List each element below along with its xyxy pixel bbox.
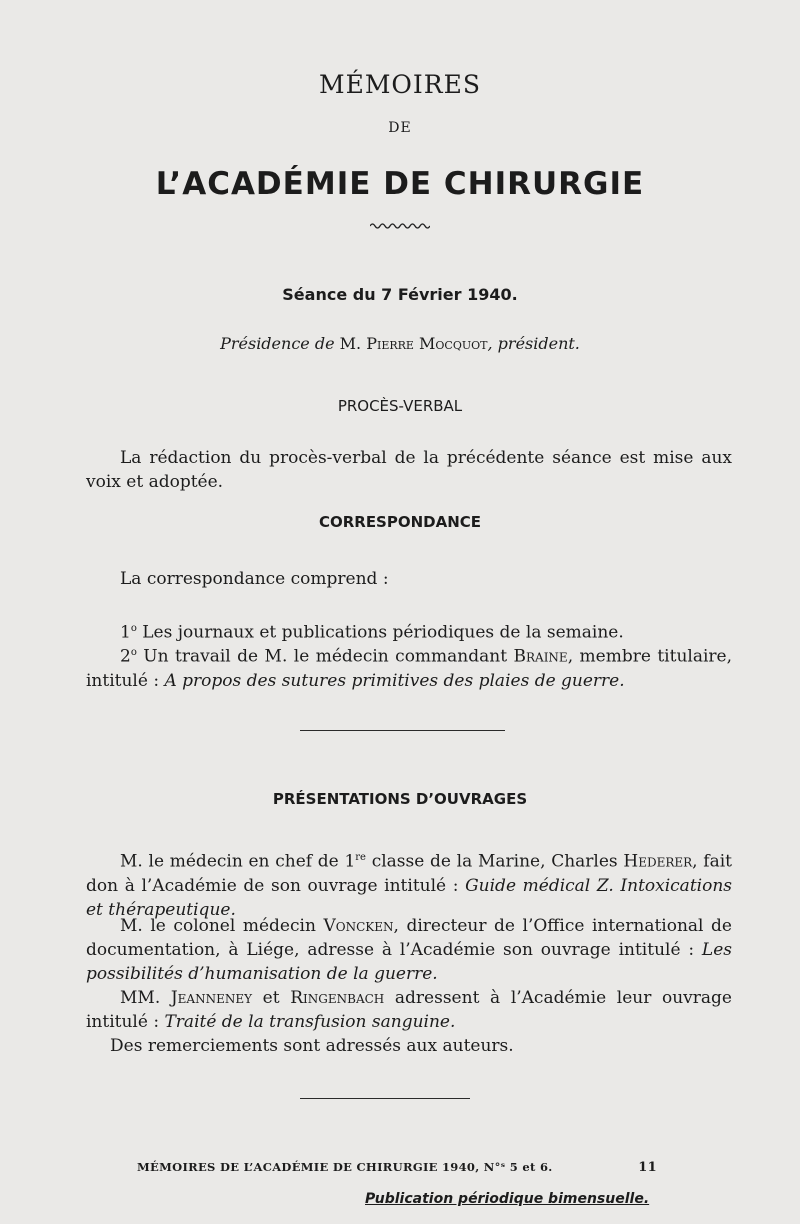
correspondance-item-2: 2$^o$ Un travail de M. le médecin commandant Braine, membre titulaire, intitulé : A propos des sutures primitives des plaies de guerre. bbox=[86, 646, 732, 691]
item2-title: A propos des sutures primitives des plaies de guerre. bbox=[164, 670, 625, 691]
correspondance-item-1: 1$^o$ Les journaux et publications périodiques de la semaine. bbox=[120, 622, 624, 643]
presidence-name: Pierre Mocquot bbox=[366, 334, 488, 353]
p2-name: Voncken bbox=[323, 916, 394, 936]
proces-verbal-text: La rédaction du procès-verbal de la précédente séance est mise aux voix et adoptée. bbox=[86, 448, 732, 492]
heading-presentations: PRÉSENTATIONS D’OUVRAGES bbox=[272, 790, 528, 808]
p3-name-2: Ringenbach bbox=[290, 988, 385, 1008]
p2-title: Les possibilités d’humanisation de la guerre. bbox=[86, 940, 732, 984]
footer-running-title: MÉMOIRES DE L’ACADÉMIE DE CHIRURGIE 1940, N°ˢ 5 et 6. bbox=[137, 1160, 553, 1174]
publication-note: Publication périodique bimensuelle. bbox=[365, 1191, 650, 1207]
p1-title: Guide médical Z. Intoxications et thérapeutique. bbox=[86, 875, 732, 920]
p3-text-b: adressent à l’Académie leur ouvrage intitulé : bbox=[86, 988, 732, 1032]
presentation-paragraph-4: Des remerciements sont adressés aux auteurs. bbox=[110, 1036, 514, 1056]
p3-name-1: Jeanneney bbox=[170, 988, 253, 1008]
wavy-ornament bbox=[370, 222, 430, 230]
item2-text-a: Un travail de M. le médecin commandant bbox=[136, 646, 514, 667]
item2-name: Braine bbox=[513, 646, 568, 667]
item1-number: 1 bbox=[120, 622, 131, 643]
presentation-paragraph-2 bbox=[86, 914, 732, 986]
item1-text: Les journaux et publications périodiques de la semaine. bbox=[136, 622, 624, 643]
correspondance-intro: La correspondance comprend : bbox=[120, 569, 389, 589]
p1-text-a: M. le médecin en chef de 1 bbox=[120, 851, 356, 872]
presidence-prefix: Présidence de bbox=[220, 334, 335, 353]
p2-text-a: M. le colonel médecin bbox=[120, 916, 324, 936]
p3-and: et bbox=[252, 988, 291, 1008]
p3-title: Traité de la transfusion sanguine. bbox=[164, 1012, 456, 1032]
running-footer bbox=[137, 1160, 657, 1174]
p1-name: Hederer bbox=[623, 851, 693, 872]
item2-number: 2 bbox=[120, 646, 131, 667]
session-presidence bbox=[0, 334, 800, 353]
title-academie: L’ACADÉMIE DE CHIRURGIE bbox=[155, 166, 645, 202]
session-date: Séance du 7 Février 1940. bbox=[282, 285, 518, 304]
presidence-m: M. bbox=[339, 334, 362, 353]
p1-text-b: classe de la Marine, Charles bbox=[365, 851, 624, 872]
item2-text-b: , membre titulaire, intitulé : bbox=[86, 646, 732, 691]
p1-text-c: , fait don à l’Académie de son ouvrage intitulé : bbox=[86, 851, 732, 896]
title-de: DE bbox=[388, 120, 412, 136]
p2-text-b: , directeur de l’Office international de documentation, à Liége, adresse à l’Académie son ouvrage intitulé : bbox=[86, 916, 732, 960]
p1-sup: re bbox=[355, 852, 366, 863]
bottom-divider bbox=[300, 1098, 470, 1099]
presidence-suffix: , président. bbox=[487, 334, 580, 353]
p3-text-a: MM. bbox=[120, 988, 171, 1008]
heading-proces-verbal: PROCÈS-VERBAL bbox=[337, 397, 463, 415]
page-number: 11 bbox=[638, 1160, 657, 1175]
presentation-paragraph-1 bbox=[86, 846, 732, 922]
heading-correspondance: CORRESPONDANCE bbox=[318, 513, 482, 531]
title-memoires: MÉMOIRES bbox=[318, 70, 482, 99]
section-divider bbox=[300, 730, 505, 731]
presentation-paragraph-3 bbox=[86, 986, 732, 1034]
